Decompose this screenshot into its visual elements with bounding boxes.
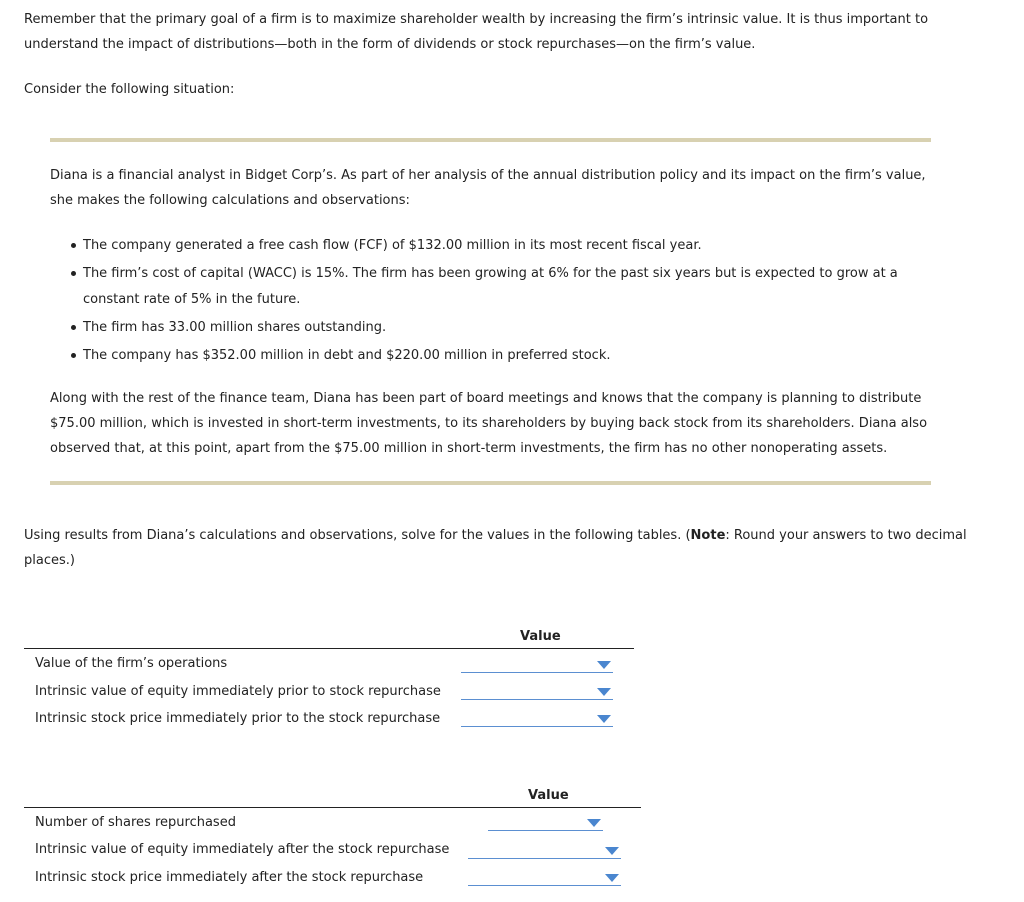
chevron-down-icon[interactable]	[597, 688, 611, 696]
scenario-bottom-rule	[50, 481, 931, 485]
operations-value-dropdown[interactable]	[461, 656, 613, 673]
table1-row-label: Value of the firm’s operations	[35, 656, 228, 671]
equity-before-dropdown[interactable]	[461, 683, 613, 700]
table2-row-label: Intrinsic stock price immediately after the stock repurchase	[35, 870, 424, 885]
scenario-opening: Diana is a financial analyst in Bidget Corp’s. As part of her analysis of the annual distribution policy and its impact on the firm’s value, she makes the following calculations and observations:	[50, 168, 926, 208]
consider-text: Consider the following situation:	[24, 82, 235, 97]
note-label: Note	[690, 528, 726, 543]
table2-value-header: Value	[528, 788, 569, 803]
chevron-down-icon[interactable]	[597, 661, 611, 669]
intro-paragraph: Remember that the primary goal of a firm is to maximize shareholder wealth by increasing the firm’s intrinsic value. It is thus important to understand the impact of distributions—both in the form of dividends or stock repurchases—on the firm’s value.	[24, 12, 929, 52]
table1-header-line	[24, 648, 634, 649]
table1-row-label: Intrinsic stock price immediately prior to the stock repurchase	[35, 711, 441, 726]
instructions-text: Using results from Diana’s calculations and observations, solve for the values in the following tables. (	[24, 528, 691, 543]
price-after-dropdown[interactable]	[468, 869, 621, 886]
table2-row-label: Number of shares repurchased	[35, 815, 236, 830]
chevron-down-icon[interactable]	[587, 819, 601, 827]
instructions	[24, 523, 1004, 573]
scenario-closing: Along with the rest of the finance team, Diana has been part of board meetings and knows that the company is planning to distribute $75.00 million, which is invested in short-term investments, to its shareholders by buying back stock from its shareholders. Diana also observed that, at this point, apart from the $75.00 million in short-term investments, the firm has no other nonoperating assets.	[50, 391, 928, 456]
chevron-down-icon[interactable]	[597, 715, 611, 723]
table1-value-header: Value	[520, 629, 561, 644]
price-before-dropdown[interactable]	[461, 710, 613, 727]
instructions-text-rest: : Round your answers to two decimal places.)	[24, 528, 967, 568]
equity-after-dropdown[interactable]	[468, 842, 621, 859]
bullet-wacc: The firm’s cost of capital (WACC) is 15%. The firm has been growing at 6% for the past six years but is expected to grow at a constant rate of 5% in the future.	[83, 261, 943, 313]
shares-repurchased-dropdown[interactable]	[488, 814, 603, 831]
bullet-debt: The company has $352.00 million in debt and $220.00 million in preferred stock.	[83, 343, 943, 369]
bullet-fcf: The company generated a free cash flow (FCF) of $132.00 million in its most recent fiscal year.	[83, 233, 943, 259]
chevron-down-icon[interactable]	[605, 874, 619, 882]
table1-row-label: Intrinsic value of equity immediately prior to stock repurchase	[35, 684, 441, 699]
scenario-bullets	[50, 233, 943, 371]
table2-header-line	[24, 807, 641, 808]
table2-row-label: Intrinsic value of equity immediately after the stock repurchase	[35, 842, 450, 857]
chevron-down-icon[interactable]	[605, 847, 619, 855]
scenario-top-rule	[50, 138, 931, 142]
bullet-shares: The firm has 33.00 million shares outstanding.	[83, 315, 943, 341]
